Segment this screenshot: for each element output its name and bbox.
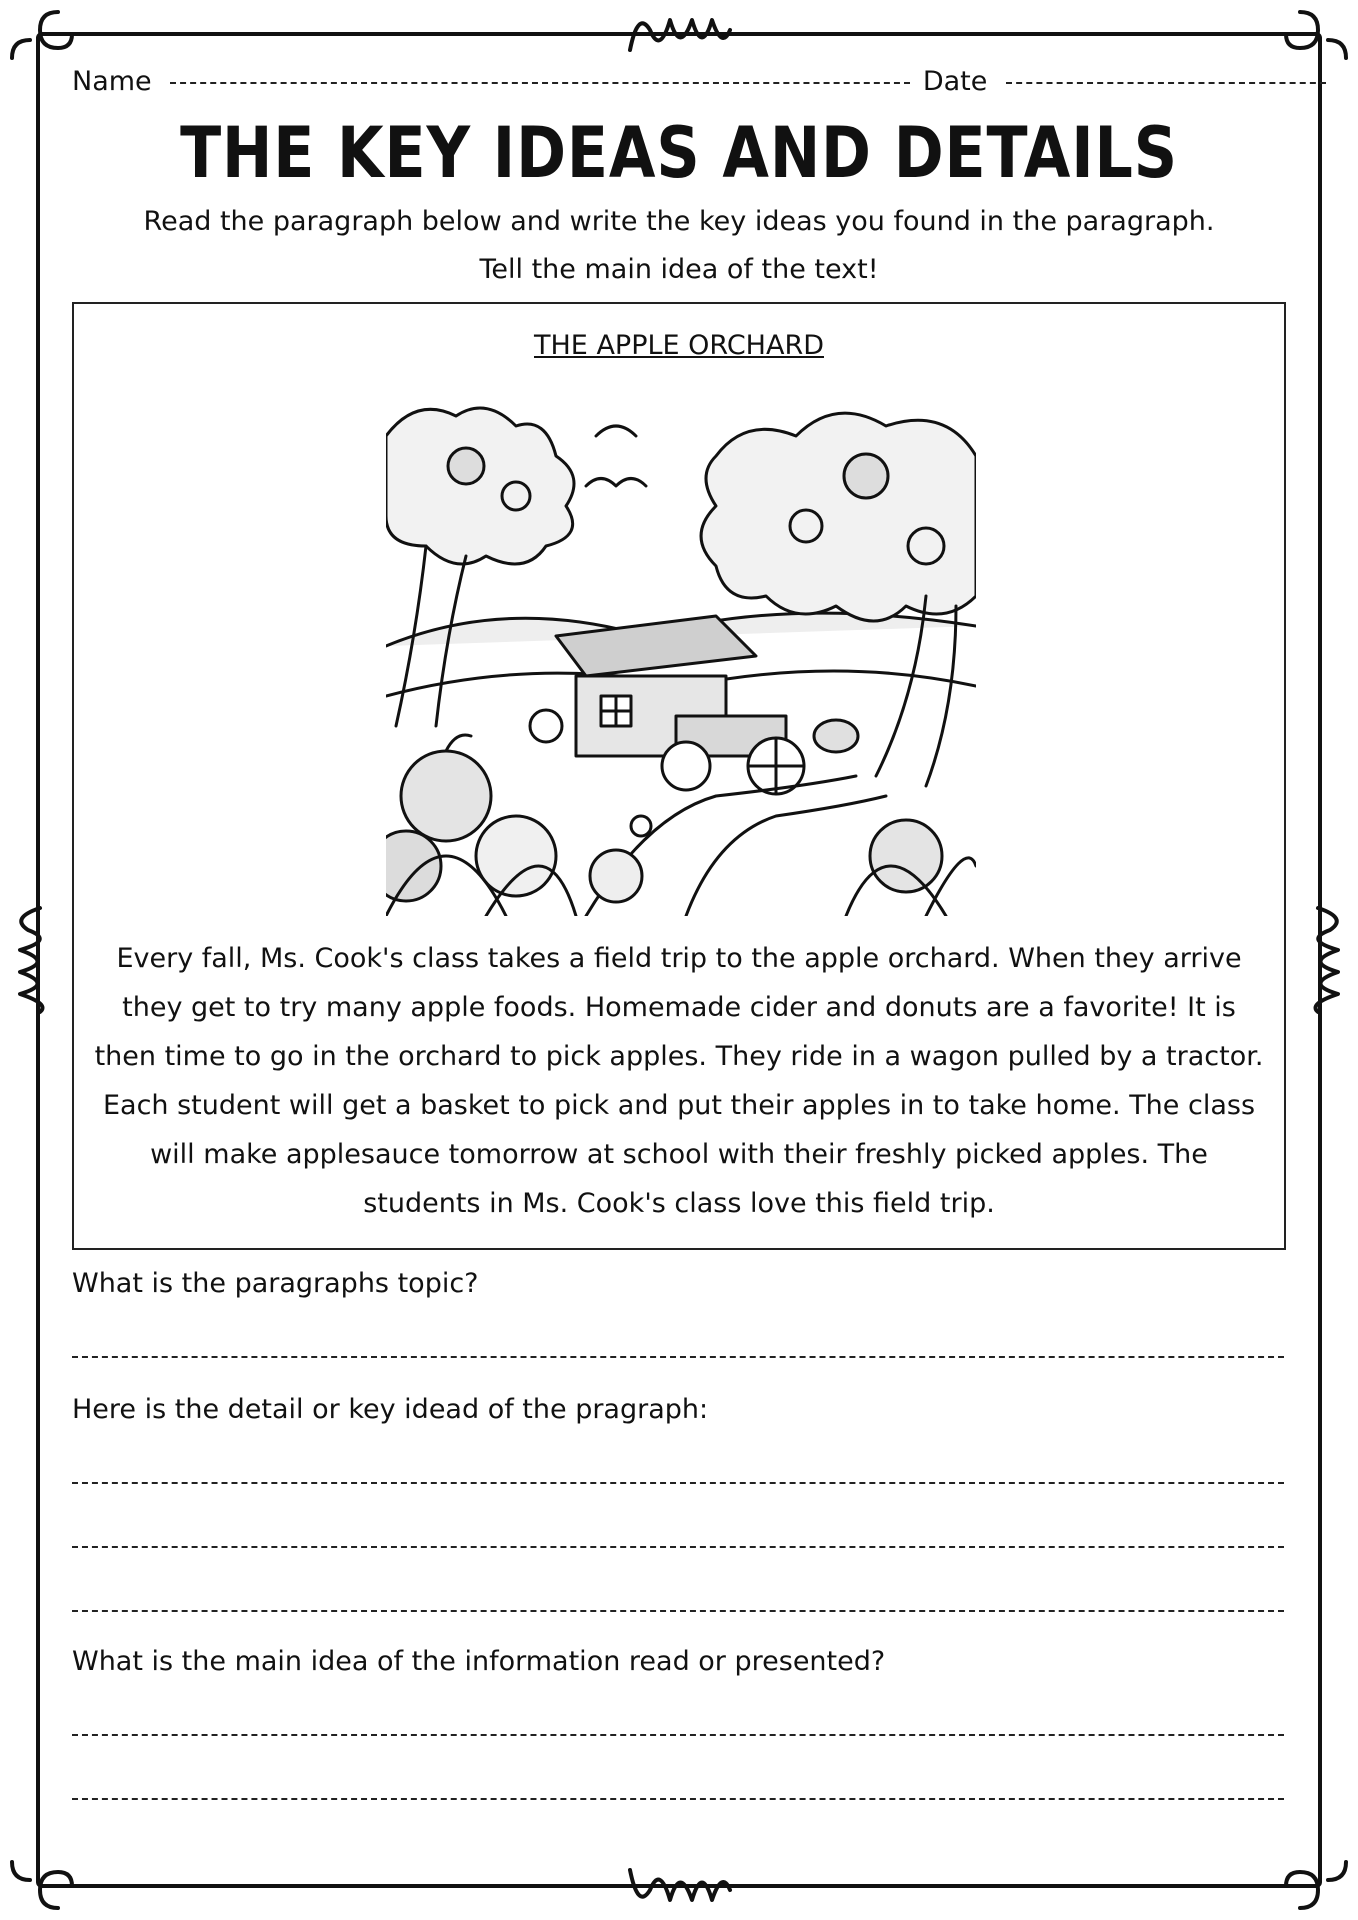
- question-main-idea: What is the main idea of the information read or presented?: [72, 1646, 886, 1677]
- corner-curl-top-left: [40, 12, 72, 48]
- name-label: Name: [72, 66, 152, 97]
- answer-line[interactable]: [72, 1610, 1284, 1612]
- story-paragraph: Every fall, Ms. Cook's class takes a field trip to the apple orchard. When they arrive they get to try many apple foods. Homemade cider and donuts are a favorite! It is then time to go in the orchard to pick apples. They ride in a wagon pulled by a tractor. Each student will get a basket to pick and put their apples in to take home. The class will make applesauce tomorrow at school with their freshly picked apples. The students in Ms. Cook's class love this field trip.: [94, 943, 1264, 1219]
- story-title: THE APPLE ORCHARD: [534, 330, 824, 361]
- question-key-ideas: Here is the detail or key idead of the pragraph:: [72, 1394, 709, 1425]
- story-box: [72, 302, 1286, 1250]
- answer-line[interactable]: [72, 1356, 1284, 1358]
- question-topic: What is the paragraphs topic?: [72, 1268, 479, 1299]
- answer-line[interactable]: [72, 1798, 1284, 1800]
- name-field[interactable]: [170, 82, 910, 84]
- instruction-line-2: Tell the main idea of the text!: [479, 254, 879, 285]
- answer-line[interactable]: [72, 1482, 1284, 1484]
- answer-line[interactable]: [72, 1734, 1284, 1736]
- answer-line[interactable]: [72, 1546, 1284, 1548]
- date-field[interactable]: [1006, 82, 1326, 84]
- instruction-line-1: Read the paragraph below and write the key ideas you found in the paragraph.: [143, 206, 1215, 237]
- date-label: Date: [922, 66, 988, 97]
- name-date-row: [72, 66, 1326, 97]
- worksheet-title: THE KEY IDEAS AND DETAILS: [180, 112, 1178, 194]
- apple-orchard-illustration: [386, 396, 976, 916]
